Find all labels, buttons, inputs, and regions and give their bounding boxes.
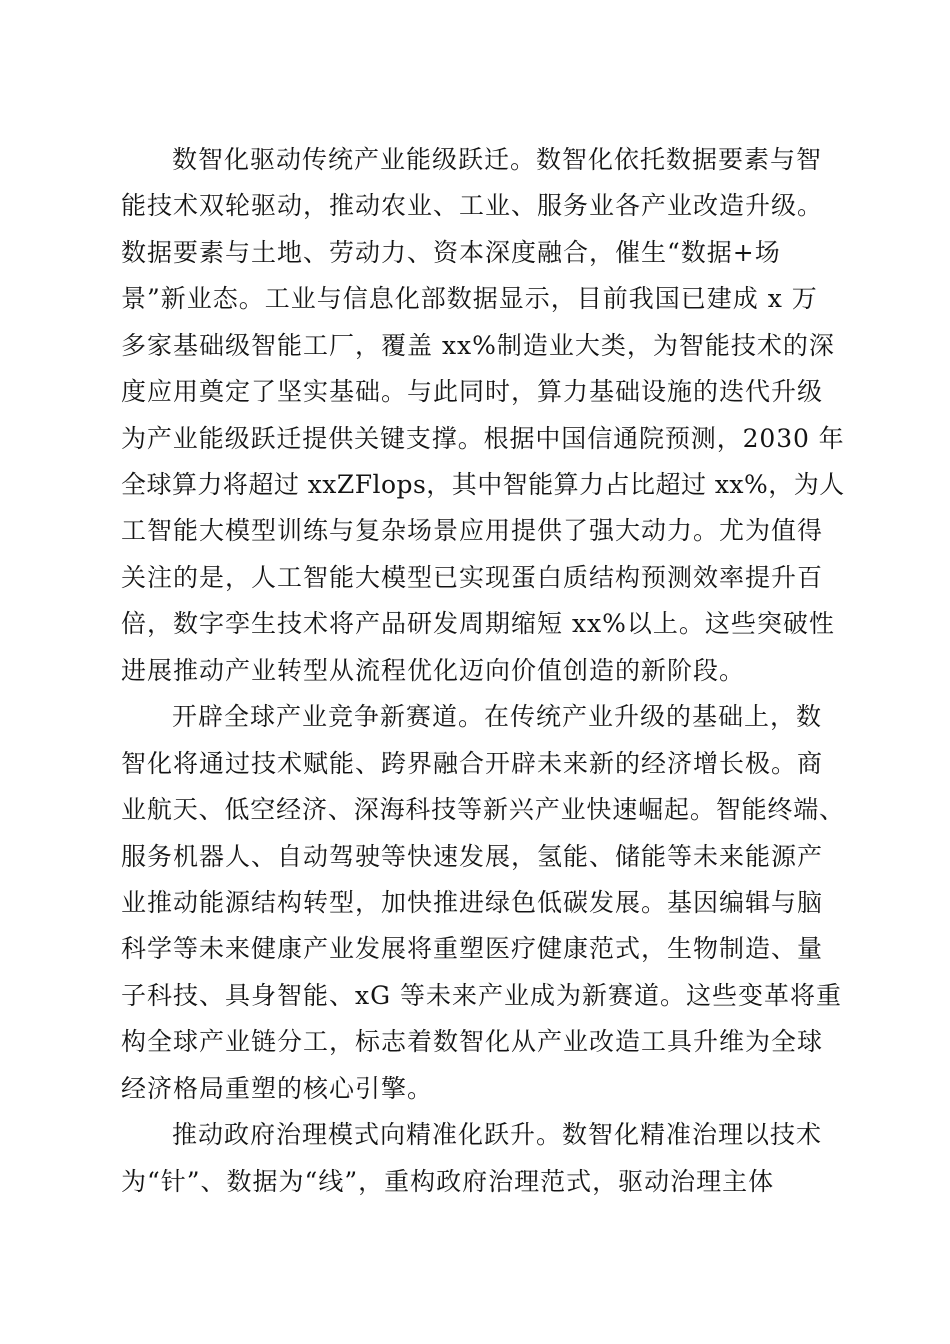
text-line: 工智能大模型训练与复杂场景应用提供了强大动力。尤为值得 [121,516,824,545]
text-line: 业航天、低空经济、深海科技等新兴产业快速崛起。智能终端、 [121,795,846,824]
text-line: 经济格局重塑的核心引擎。 [121,1074,434,1103]
text-line: 为“针”、数据为“线”，重构政府治理范式，驱动治理主体 [121,1167,775,1196]
text-line: 构全球产业链分工，标志着数智化从产业改造工具升维为全球 [121,1027,824,1056]
text-line: 数据要素与土地、劳动力、资本深度融合，催生“数据+场 [121,238,781,267]
text-line: 数智化驱动传统产业能级跃迁。数智化依托数据要素与智 [172,145,823,174]
text-line: 智化将通过技术赋能、跨界融合开辟未来新的经济增长极。商 [121,749,824,778]
text-line: 多家基础级智能工厂，覆盖 xx%制造业大类，为智能技术的深 [121,331,835,360]
text-line: 子科技、具身智能、xG 等未来产业成为新赛道。这些变革将重 [121,981,843,1010]
text-line: 开辟全球产业竞争新赛道。在传统产业升级的基础上，数 [172,702,823,731]
text-line: 推动政府治理模式向精准化跃升。数智化精准治理以技术 [172,1120,823,1149]
text-line: 度应用奠定了坚实基础。与此同时，算力基础设施的迭代升级 [121,377,824,406]
text-line: 为产业能级跃迁提供关键支撑。根据中国信通院预测，2030 年 [121,424,845,453]
text-line: 业推动能源结构转型，加快推进绿色低碳发展。基因编辑与脑 [121,888,824,917]
text-line: 服务机器人、自动驾驶等快速发展，氢能、储能等未来能源产 [121,842,824,871]
text-line: 能技术双轮驱动，推动农业、工业、服务业各产业改造升级。 [121,191,824,220]
text-line: 科学等未来健康产业发展将重塑医疗健康范式，生物制造、量 [121,934,824,963]
text-line: 全球算力将超过 xxZFlops，其中智能算力占比超过 xx%，为人 [121,470,845,499]
text-line: 关注的是，人工智能大模型已实现蛋白质结构预测效率提升百 [121,563,824,592]
text-line: 倍，数字孪生技术将产品研发周期缩短 xx%以上。这些突破性 [121,609,835,638]
text-line: 进展推动产业转型从流程优化迈向价值创造的新阶段。 [121,656,746,685]
text-line: 景”新业态。工业与信息化部数据显示，目前我国已建成 x 万 [121,284,818,313]
